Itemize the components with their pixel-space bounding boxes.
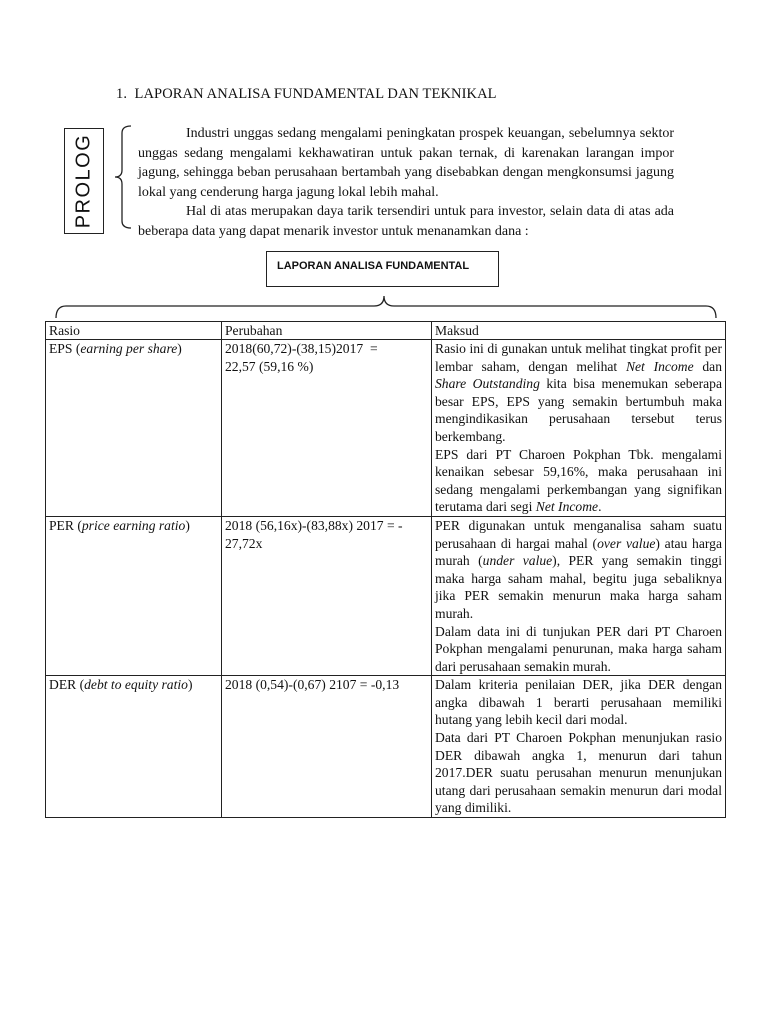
change-cell: 2018 (0,54)-(0,67) 2107 = -0,13: [222, 676, 432, 818]
section-title: LAPORAN ANALISA FUNDAMENTAL: [277, 260, 470, 272]
document-heading: 1. LAPORAN ANALISA FUNDAMENTAL DAN TEKNIKAL: [116, 86, 497, 102]
ratio-abbrev: PER: [49, 517, 74, 533]
table-row: [46, 516, 726, 675]
left-curly-bracket-icon: [113, 124, 133, 230]
meaning-cell: Rasio ini di gunakan untuk melihat tingkat profit per lembar saham, dengan melihat Net Income dan Share Outstanding kita bisa menemukan seberapa besar EPS, EPS yang semakin bertumbuh maka mengindikasikan perusahaan tersebut terus berkembang. EPS dari PT Charoen Pokphan Tbk. mengalami kenaikan sebesar 59,16%, maka perusahaan ini sedang mengalami perkembangan yang signifikan terutama dari segi Net Income.: [432, 340, 726, 517]
header-rasio: Rasio: [46, 322, 222, 340]
ratio-abbrev: EPS: [49, 341, 73, 356]
intro-text: [138, 124, 674, 241]
change-cell: 2018 (56,16x)-(83,88x) 2017 = - 27,72x: [222, 516, 432, 675]
prolog-label: PROLOG: [72, 133, 95, 229]
change-cell: 2018(60,72)-(38,15)2017 = 22,57 (59,16 %): [222, 340, 432, 517]
header-maksud: Maksud: [432, 322, 726, 340]
table-row: [46, 340, 726, 517]
section-title-box: [266, 251, 499, 287]
header-perubahan: Perubahan: [222, 322, 432, 340]
ratio-full-name: price earning ratio: [81, 517, 186, 533]
ratio-cell: DER (debt to equity ratio): [46, 676, 222, 818]
meaning-cell: Dalam kriteria penilaian DER, jika DER dengan angka dibawah 1 berarti perusahaan memiliki hutang yang lebih kecil dari modal. Data dari PT Charoen Pokphan menunjukan rasio DER dibawah angka 1, menurun dari tahun 2017.DER suatu perusahan menurun menunjukan utang dari perusahaan semakin menurun dari modal yang dimiliki.: [432, 676, 726, 818]
meaning-cell: PER digunakan untuk menganalisa saham suatu perusahaan di hargai mahal (over value) atau harga murah (under value), PER yang semakin tinggi maka harga saham mahal, begitu juga sebaliknya jika PER semakin menurun maka harga saham murah. Dalam data ini di tunjukan PER dari PT Charoen Pokphan mengalami penurunan, maka harga saham dari perusahaan semakin murah.: [432, 516, 726, 675]
intro-paragraph: Hal di atas merupakan daya tarik tersendiri untuk para investor, selain data di atas ada beberapa data yang dapat menarik investor untuk menanamkan dana :: [138, 204, 674, 239]
ratio-abbrev: DER: [49, 677, 77, 693]
table-header-row: [46, 322, 726, 340]
intro-paragraph: Industri unggas sedang mengalami peningkatan prospek keuangan, sebelumnya sektor unggas sedang mengalami kekhawatiran untuk pakan ternak, di karenakan larangan impor jagung, sehingga beban perusahaan bertambah yang disebabkan dengan mengkonsumsi jagung lokal yang cenderung harga jagung lokal lebih mahal.: [138, 126, 674, 200]
ratio-cell: PER (price earning ratio): [46, 516, 222, 675]
prolog-box: [64, 128, 104, 234]
fundamental-ratio-table: [45, 321, 726, 818]
ratio-full-name: debt to equity ratio: [84, 677, 188, 693]
table-row: [46, 676, 726, 818]
top-curly-bracket-icon: [54, 290, 718, 320]
ratio-cell: EPS (earning per share): [46, 340, 222, 517]
ratio-full-name: earning per share: [80, 341, 178, 356]
